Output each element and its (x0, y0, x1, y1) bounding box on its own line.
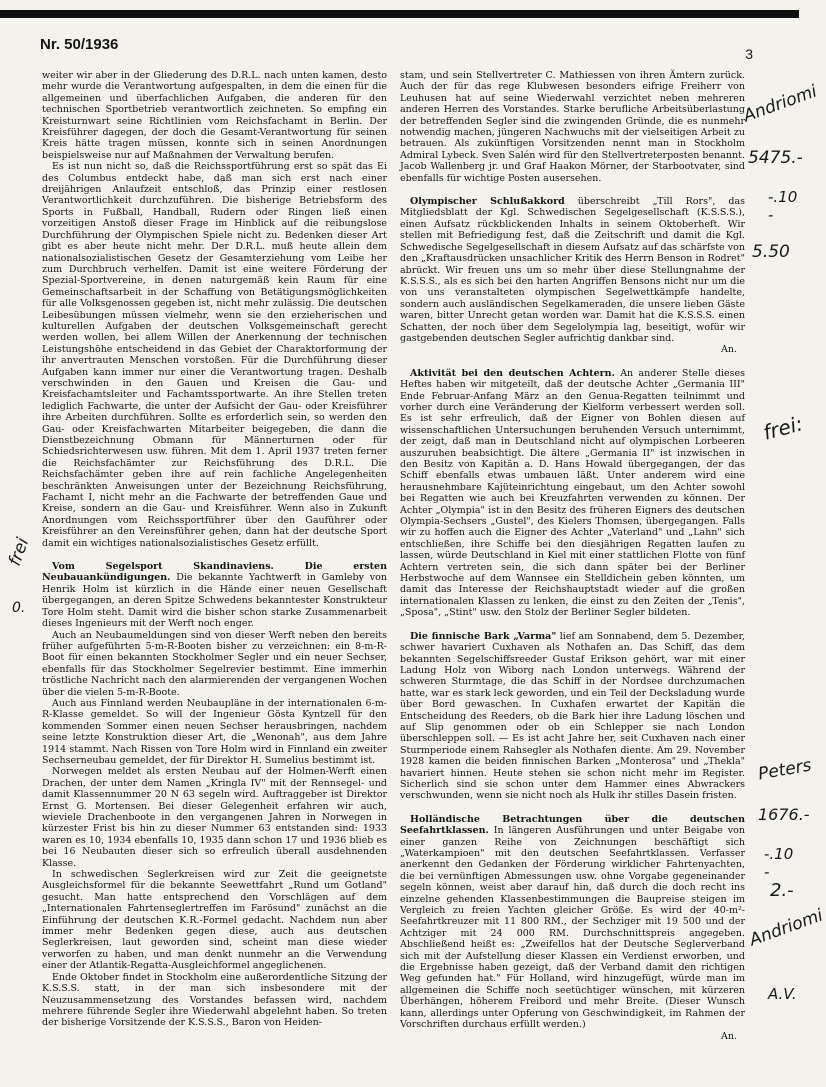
right-column (400, 70, 745, 1042)
top-rule (0, 10, 799, 18)
section-title: Olympischer Schlußakkord (410, 196, 565, 208)
paragraph-text: In längeren Ausführungen und unter Beigabe von einer ganzen Reihe von Zeichnungen beschäftigt sich „Waterkampioen" mit den deutschen Seefahrtklassen. Verfasser anerkennt den Gedanken der Förderung wirklicher Fahrtenyachten, die bei vernünftigen Abmessungen usw. ohne Vorgabe gegeneinander segeln können, weist aber darauf hin, daß durch die doch recht ins einzelne gehenden Klassenbestimmungen die Baupreise steigen im Vergleich zu freien Yachten gleicher Größe. Es wird der 40-m²-Seefahrtkreuzer mit 11 800 RM., der Sechziger mit 19 500 und der Achtziger mit 24 000 RM. Durchschnittspreis angegeben. Abschließend heißt es: „Zweifellos hat der Deutsche Seglerverband sich mit der Aufstellung dieser Klassen ein Verdienst erworben, und die Ergebnisse haben gezeigt, daß der Verband damit den richtigen Weg gefunden hat." Für Holland, wird hinzugefügt, würde man im allgemeinen die Schiffe noch seetüchtiger wünschen, mit kürzeren Überhängen, höherem Freibord und mehr Breite. (Dieser Wunsch kann, allerdings unter Opferung von Geschwindigkeit, im Rahmen der Vorschriften durchaus erfüllt werden.) (400, 825, 745, 1031)
author-signature: An. (721, 344, 737, 356)
article-paragraph (42, 766, 387, 869)
paragraph-text: lief am Sonnabend, dem 5. Dezember, schwer havariert Cuxhaven als Nothafen an. Das Schiff, das dem bekannten Segelschiffsreeder Gustaf Erikson gehört, war mit einer Ladung Holz von Wiborg nach London unterwegs. Während der schweren Sturmtage, die das Schiff in der Nordsee durchzumachen hatte, war es stark leck geworden, und ein Teil der Decksladung wurde über Bord gewaschen. In Cuxhafen erwartet der Kapitän die Entscheidung des Reeders, ob die Bark hier ihre Ladung löschen und auf Slip genommen oder ob ein Schlepper sie nach London überschleppen soll. — Es ist acht Jahre her, seit Cuxhaven nach einer Sturmperiode einem Rahsegler als Nothafen diente. Am 29. November 1928 kamen die beiden finnischen Barken „Monterosa" und „Thekla" havariert hinnen. Heute stehen sie schon nicht mehr im Register. Sicherlich sind sie schon unter dem Hammer eines Abwrackers verschwunden, wenn sie nicht noch als Hulk ihr stilles Dasein fristen. (400, 630, 745, 802)
article-paragraph (42, 698, 387, 766)
article-paragraph (42, 161, 387, 549)
issue-number: Nr. 50/1936 (40, 36, 119, 53)
handwritten-note: A.V. (768, 985, 797, 1003)
handwritten-note: Peters (756, 755, 814, 785)
article-paragraph (42, 972, 387, 1029)
handwritten-note: -.10 - (768, 188, 798, 224)
page-header (0, 10, 799, 62)
section-title: Vom Segelsport Skandinaviens. Die ersten Neubauankündigungen. (42, 561, 387, 584)
paragraph-text: überschreibt „Till Rors", das Mitgliedsblatt der Kgl. Schwedischen Segelgesellschaft (K.S.S.S.), einen Aufsatz rückblickenden Inhalts in seinem Oktoberheft. Wir stellen mit Befriedigung fest, daß die Zeitschrift und damit die Kgl. Schwedische Segelgesellschaft in diesem Aufsatz auf das schärfste von den „Kraftausdrücken unsachlicher Kritik des Herrn Benson in Rodret" abrückt. Wir freuen uns um so mehr über diese Stellungnahme der K.S.S.S., als es sich bei den harten Angriffen Bensons nicht nur um die von uns veranstalteten olympischen Segelwettkämpfe handelte, sondern auch ausländischen Segelkameraden, die unsere lieben Gäste waren, bitter Unrecht getan worden war. Damit hat die K.S.S.S. einen Schatten, der noch über dem Segelolympia lag, beseitigt, wofür wir gastgebenden deutschen Segler aufrichtig dankbar sind. (400, 196, 745, 344)
paragraph-text: weiter wir aber in der Gliederung des D.R.L. nach unten kamen, desto mehr wurde die Verantwortung aufgespalten, in dem die einen für die allgemeinen und überfachlichen Aufgaben, die anderen für den technischen Sportbetrieb verantwortlich zeichneten. So empfing ein Kreisturnwart seine Richtlinien vom Reichsfachamt in Berlin. Der Kreisführer dagegen, der doch die Gesamt-Verantwortung für seinen Kreis hätte tragen müssen, konnte sich in seinen Anordnungen beispielsweise nur auf Maßnahmen der Verwaltung berufen. (42, 70, 387, 161)
paragraph-text: Auch an Neubaumeldungen sind von dieser Werft neben den bereits früher aufgeführten 5-m-R-Booten bisher zu verzeichnen: ein 8-m-R-Boot für einen bekannten Stockholmer Segler und ein neuer Sechser, ebenfalls für das Stockholmer Segelrevier bestimmt. Eine immerhin tröstliche Nachricht nach den alarmierenden der vergangenen Wochen über die vielen 5-m-R-Boote. (42, 629, 387, 698)
article-paragraph (400, 368, 745, 619)
article-paragraph (400, 70, 745, 184)
handwritten-note: Andriomi (740, 81, 820, 127)
article-paragraph (42, 869, 387, 972)
handwritten-note: 5.50 (752, 242, 790, 262)
article-paragraph (400, 196, 745, 344)
paragraph-text: stam, und sein Stellvertreter C. Mathiessen von ihren Ämtern zurück. Auch der für das rege Klubwesen besonders eifrige Freiherr von Leuhusen hat auf seine Wiederwahl verzichtet neben mehreren anderen Herren des Vorstandes. Starke berufliche Arbeitsüberlastung der betreffenden Segler sind die zwingenden Gründe, die es nunmehr notwendig machen, jüngeren Nachwuchs mit der vielseitigen Arbeit zu betrauen. Als zukünftigen Vorsitzenden nennt man in Stockholm Admiral Lybeck. Sven Salén wird für den Stellvertreterposten benannt. Jacob Wallenberg jr. und Graf Haakon Mörner, der Starbootvater, sind ebenfalls für wichtige Posten ausersehen. (400, 70, 745, 184)
article-paragraph (42, 630, 387, 698)
handwritten-note: frei (4, 535, 34, 569)
article-paragraph (400, 814, 745, 1031)
handwritten-note: 2.- (770, 880, 794, 901)
left-column (42, 70, 387, 1029)
article-paragraph (400, 631, 745, 802)
handwritten-note: 5475.- (748, 148, 803, 168)
author-signature: An. (721, 1030, 737, 1042)
section-title: Aktivität bei den deutschen Achtern. (410, 367, 615, 379)
paragraph-text: Norwegen meldet als ersten Neubau auf der Holmen-Werft einen Drachen, der unter dem Namen „Kringla IV" mit der Rennsegel- und damit Klassennummer 20 N 63 segeln wird. Auftraggeber ist Direktor Ernst G. Mortensen. Bei dieser Gelegenheit erfahren wir auch, wieviele Drachenboote in den vergangenen Jahren in Norwegen in kürzester Frist bis hin zu dieser Nummer 63 entstanden sind: 1933 waren es 10, 1934 ebenfalls 10, 1935 dann schon 17 und 1936 blieb es bei 16 Neubauten dieser sich so erfreulich überall ausdehnenden Klasse. (42, 766, 387, 869)
handwritten-note: 0. (12, 600, 26, 616)
section-title: Die finnische Bark „Varma" (410, 630, 557, 642)
paragraph-text: Die bekannte Yachtwerft in Gamleby von Henrik Holm ist kürzlich in die Hände einer neuen Gesellschaft übergegangen, an deren Spitze Schwedens bekanntester Konstrukteur Tore Holm steht. Damit wird die bisher schon starke Zusammenarbeit dieses Ingenieurs mit der Werft noch enger. (42, 572, 387, 630)
paragraph-text: Es ist nun nicht so, daß die Reichssportführung erst so spät das Ei des Columbus entdeckt habe, daß man sich erst nach einer dreijährigen Anlaufzeit entschloß, das Prinzip einer restlosen Verantwortlichkeit durchzuführen. Die bisherige Betriebsform des Sports in Fußball, Handball, Rudern oder Ringen ließ einen vorzeitigen Anstoß dieser Frage im Hinblick auf die reibungslose Durchführung der Olympischen Spiele nicht zu. Bedenken dieser Art gibt es aber heute nicht mehr. Der D.R.L. muß heute allein dem nationalsozialistischen Gesetz der Gesamterziehung vom Leibe her zum Durchbruch verhelfen. Damit ist eine weitere Förderung der Spezial-Sportvereine, in denen naturgemäß kein Raum für eine Gemeinschaftsarbeit in der Schaffung von Betätigungsmöglichkeiten für alle Volksgenossen gegeben ist, nicht mehr zulässig. Die deutschen Leibesübungen müssen vielmehr, wenn sie den erzieherischen und kulturellen Aufgaben der deutschen Volksgemeinschaft gerecht werden wollen, bei allem Willen der Anerkennung der technischen Leistungshöhe entscheidend in das Gebiet der Charaktorformung der ihr anvertrauten Menschen vorstoßen. Für die Durchführung dieser Aufgaben kann immer nur einer die Verantwortung tragen. Deshalb verschwinden in den Gauen und Kreisen die Gau- und Kreisfachamtsleiter und Fachamtssportwarte. An ihre Stellen treten lediglich Fachwarte, die unter der Aufsicht der Gau- oder Kreisführer ihre Arbeiten durchführen. Sollte es erforderlich sein, so werden den Gau- oder Kreisfachwarten Mitarbeiter beigegeben, die dann die Dienstbezeichnung Obmann für Männerturnen oder für Schiedsrichterwesen usw. führen. Mit dem 1. April 1937 treten ferner die Reichsfachämter zur Reichsführung des D.R.L. Die Reichsfachämter geben ihre auf rein fachliche Angelegenheiten beschränkten Anweisungen unter der Bezeichnung Reichsführung, Fachamt I, nicht mehr an die Fachwarte der betreffenden Gaue und Kreise, sondern an die Gau- und Kreisführer. Wenn also in Zukunft Anordnungen vom Reichssportführer über den Gauführer oder Kreisführer an den Vereinsführer gehen, dann hat der deutsche Sport damit ein wichtiges nationalsozialistisches Gesetz erfüllt. (42, 161, 387, 549)
paragraph-text: An anderer Stelle dieses Heftes haben wir mitgeteilt, daß der deutsche Achter „Germania III" Ende Februar-Anfang März an den Genua-Regatten teilnimmt und vorher durch eine Veränderung der Kielform verbessert werden soll. Es ist sehr erfreulich, daß der Eigner von Bohlen diesen auf wissenschaftlichen Untersuchungen beruhenden Versuch unternimmt, der zeigt, daß man in Deutschland nicht auf olympischen Lorbeeren auszuruhen beabsichtigt. Die ältere „Germania II" ist inzwischen in den Besitz von Kapitän a. D. Hans Howald übergegangen, der das Schiff ebenfalls etwas umbauen läßt. Unter anderem wird eine herausnehmbare Kajüteinrichtung eingebaut, um den Achter sowohl bei Regatten wie auch bei Kreuzfahrten verwenden zu können. Der Achter „Olympia" ist in den Besitz des früheren Eigners des deutschen Olympia-Sechsers „Gustel", des Kielers Thomsen, übergegangen. Falls wir zu hoffen auch die Eigner des Achter „Vaterland" und „Lahn" sich entschließen, ihre Schiffe bei den diesjährigen Regatten laufen zu lassen, würde Deutschland in Kiel mit einer stattlichen Flotte von fünf Achtern vertreten sein, die sich dann später bei der Berliner Herbstwoche auf dem Wannsee ein Stelldichein geben könnten, um damit das Interesse der Reichshauptstadt wieder auf die großen internationalen Klassen zu lenken, die einst zu den Zeiten der „Tenis", „Sposa", „Stint" usw. den Stolz der Berliner Segler bildeten. (400, 367, 745, 619)
handwritten-note: -.10 - (764, 845, 794, 881)
section-title: Holländische Betrachtungen über die deutschen Seefahrtklassen. (400, 813, 745, 837)
page-number: 3 (745, 46, 753, 62)
handwritten-note: 1676.- (758, 805, 810, 824)
paragraph-text: In schwedischen Seglerkreisen wird zur Zeit die geeignetste Ausgleichsformel für die bekannte Seewettfahrt „Rund um Gotland" gesucht. Man hatte entsprechend den Vorschlägen auf dem „Internationalen Fahrtenseglertreffen im Farösund" zunächst an die Einführung der deutschen K.R.-Formel gedacht. Nachdem nun aber immer mehr Bedenken gegen diese, auch aus deutschen Seglerkreisen, laut geworden sind, scheint man diese wieder verworfen zu haben, und man denkt nunmehr an die Verwendung einer der Atlantik-Regatta-Ausgleichformel angeglichenen. (42, 869, 387, 972)
article-paragraph (42, 70, 387, 161)
paragraph-text: Auch aus Finnland werden Neubaupläne in der internationalen 6-m-R-Klasse gemeldet. So will der Ingenieur Gösta Kyntzell für den kommenden Sommer einen neuen Sechser herausbringen, nachdem seine letzte Konstruktion dieser Art, die „Wenonah", aus dem Jahre 1914 stammt. Nach Rissen von Tore Holm wird in Finnland ein zweiter Sechserneubau gemeldet, der für Direktor H. Sumelius bestimmt ist. (42, 697, 387, 766)
handwritten-note: Andriomi (746, 905, 826, 951)
paragraph-text: Ende Oktober findet in Stockholm eine außerordentliche Sitzung der K.S.S.S. statt, in der man sich insbesondere mit der Neuzusammensetzung des Vorstandes befassen wird, nachdem mehrere führende Segler ihre Wiederwahl abgelehnt haben. So treten der bisherige Vorsitzende der K.S.S.S., Baron von Heiden- (42, 971, 387, 1029)
article-paragraph (42, 561, 387, 629)
handwritten-note: frei: (760, 411, 806, 445)
